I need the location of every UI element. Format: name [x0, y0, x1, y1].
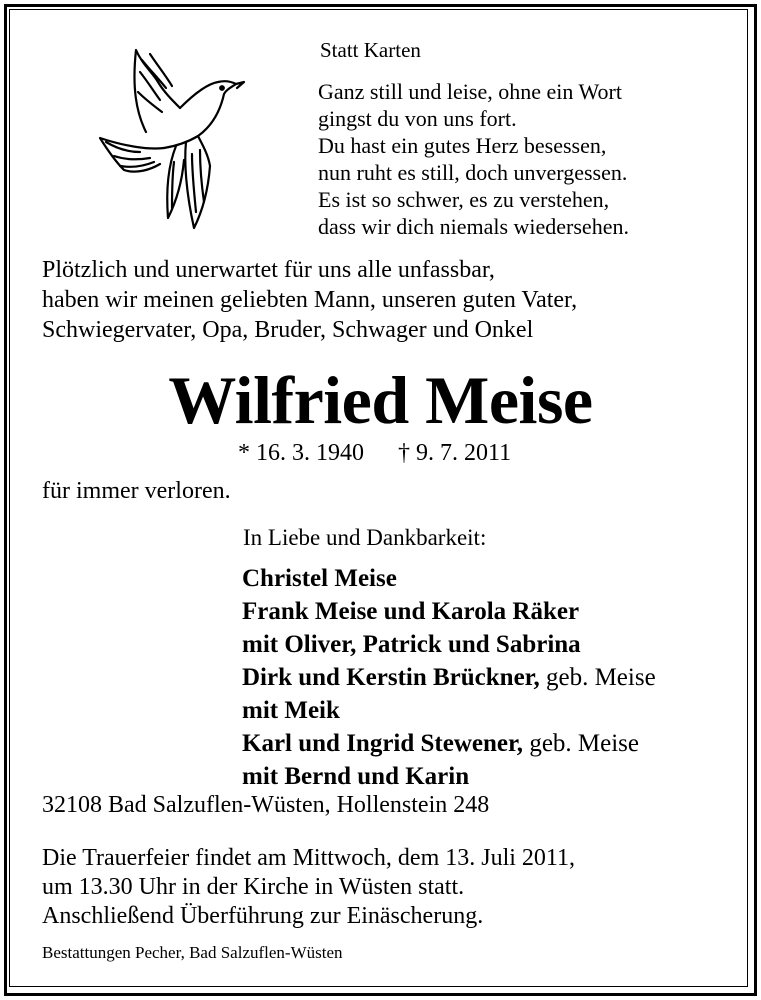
mourner-line — [242, 727, 656, 760]
service-line: um 13.30 Uhr in der Kirche in Wüsten statt. — [42, 874, 465, 900]
mourner-line — [242, 562, 656, 595]
service-line: Die Trauerfeier findet am Mittwoch, dem 13. Juli 2011, — [42, 845, 576, 871]
death-date: † 9. 7. 2011 — [398, 440, 512, 466]
poem-line: nun ruht es still, doch unvergessen. — [318, 160, 628, 185]
deceased-name: Wilfried Meise — [168, 362, 593, 438]
mourner-line — [242, 661, 656, 694]
statt-karten-label: Statt Karten — [320, 38, 421, 62]
poem-line: Du hast ein gutes Herz besessen, — [318, 133, 607, 158]
poem — [318, 78, 629, 240]
mourner-line — [242, 595, 656, 628]
birth-date: * 16. 3. 1940 — [238, 440, 364, 466]
mourner-name: mit Bernd und Karin — [242, 763, 470, 790]
poem-line: dass wir dich niemals wiedersehen. — [318, 214, 629, 239]
mourner-note: geb. Meise — [523, 730, 640, 757]
life-dates — [238, 440, 511, 467]
service-line: Anschließend Überführung zur Einäscherung. — [42, 903, 484, 929]
mourners-list — [242, 562, 656, 793]
intro-text — [42, 255, 577, 345]
love-text: In Liebe und Dankbarkeit: — [243, 525, 487, 550]
intro-line: haben wir meinen geliebten Mann, unseren guten Vater, — [42, 287, 578, 313]
mourner-name: Frank Meise und Karola Räker — [242, 598, 580, 625]
mourner-line — [242, 628, 656, 661]
mourner-name: Karl und Ingrid Stewener, — [242, 730, 524, 757]
intro-line: Schwiegervater, Opa, Bruder, Schwager und Onkel — [42, 317, 534, 343]
poem-line: Es ist so schwer, es zu verstehen, — [318, 187, 610, 212]
intro-line: Plötzlich und unerwartet für uns alle unfassbar, — [42, 257, 495, 283]
mourner-line — [242, 760, 656, 793]
poem-line: gingst du von uns fort. — [318, 106, 517, 131]
mourner-note: geb. Meise — [539, 664, 656, 691]
address: 32108 Bad Salzuflen-Wüsten, Hollenstein 248 — [42, 792, 490, 818]
dove-icon — [96, 42, 246, 232]
mourner-name: Christel Meise — [242, 565, 397, 592]
mourner-name: mit Oliver, Patrick und Sabrina — [242, 631, 581, 658]
mourner-line — [242, 694, 656, 727]
mourner-name: mit Meik — [242, 697, 340, 724]
lost-text: für immer verloren. — [42, 478, 231, 504]
undertaker: Bestattungen Pecher, Bad Salzuflen-Wüsten — [42, 943, 343, 962]
service-info — [42, 844, 575, 931]
mourner-name: Dirk und Kerstin Brückner, — [242, 664, 540, 691]
poem-line: Ganz still und leise, ohne ein Wort — [318, 79, 622, 104]
